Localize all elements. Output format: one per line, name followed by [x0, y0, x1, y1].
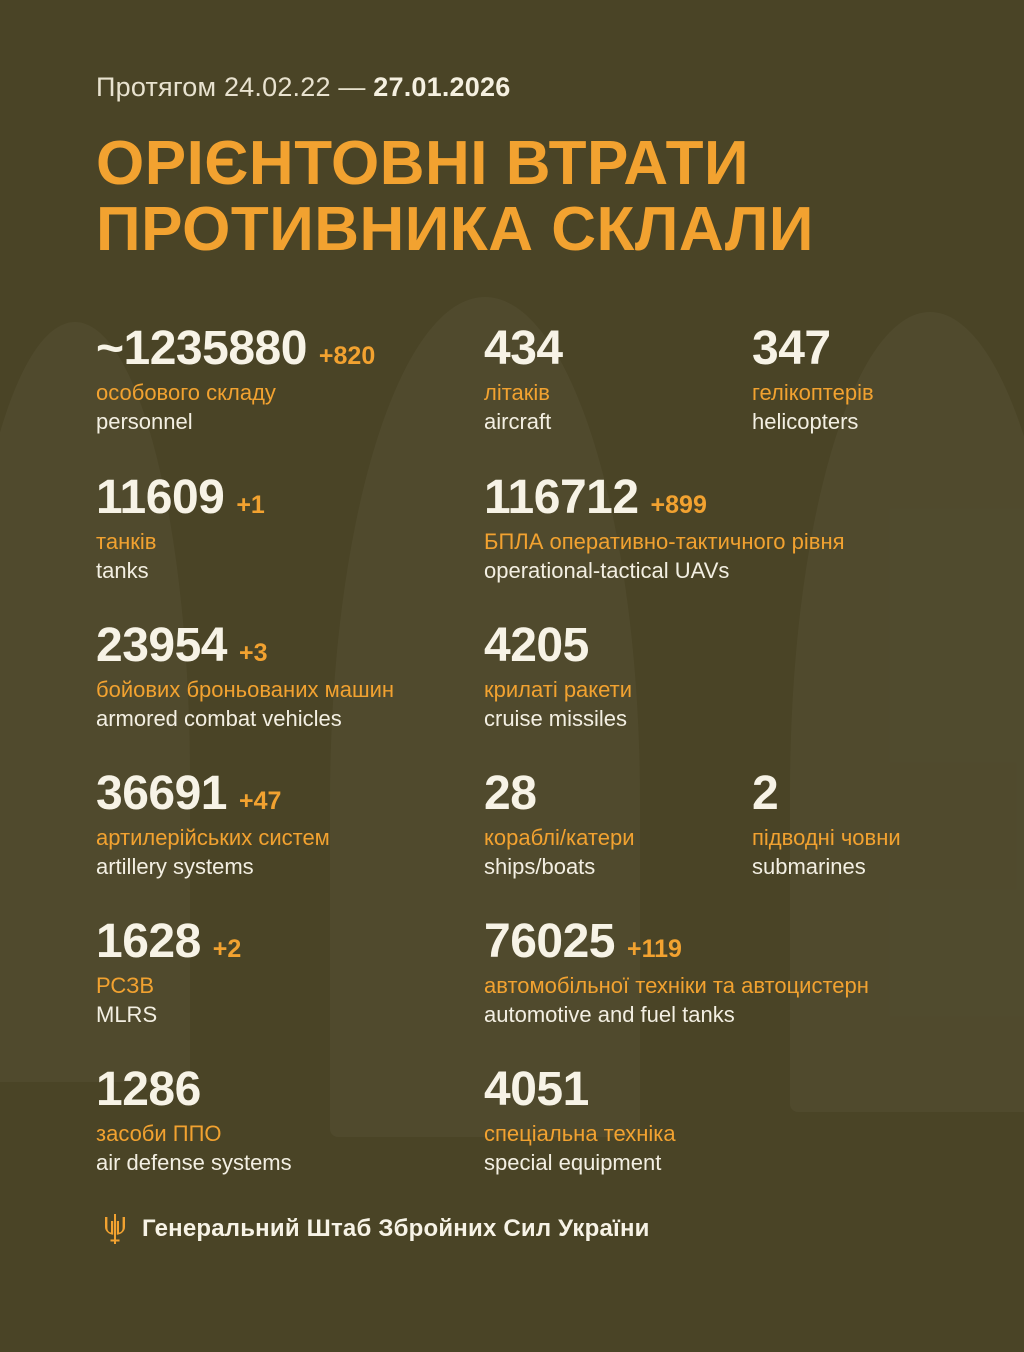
stat-value: 116712 [484, 470, 639, 524]
stat-helicopters [752, 324, 928, 436]
stat-delta: +820 [318, 342, 376, 371]
stat-armored-vehicles [96, 618, 484, 733]
period-end-date: 27.01.2026 [373, 72, 511, 102]
stat-value-line [484, 917, 928, 968]
stat-label-en: armored combat vehicles [96, 705, 342, 731]
stat-label-en: helicopters [752, 409, 859, 435]
stat-delta: +899 [650, 490, 707, 519]
stat-value-line [96, 324, 484, 375]
stat-label-ua: БПЛА оперативно-тактичного рівня [484, 528, 845, 554]
stat-label-en: special equipment [484, 1150, 662, 1176]
stat-label-en: tanks [96, 557, 149, 583]
stat-value-line [752, 769, 928, 820]
stat-aircraft [484, 324, 752, 436]
footer-text: Генеральний Штаб Збройних Сил України [142, 1214, 650, 1242]
stat-value: ~1235880 [96, 322, 307, 376]
stat-value: 1628 [96, 915, 201, 969]
stats-row [96, 917, 928, 1029]
stat-tanks [96, 470, 484, 585]
reporting-period [96, 72, 928, 103]
stat-uavs [484, 470, 928, 585]
stat-label-ua: кораблі/катери [484, 824, 635, 850]
stat-value: 1286 [96, 1063, 201, 1117]
stat-delta: +2 [212, 935, 242, 964]
stat-label-en: submarines [752, 854, 866, 880]
stat-ships [484, 769, 752, 881]
stat-value: 4205 [484, 618, 589, 672]
stat-special-equipment [484, 1065, 928, 1177]
stat-label-en: aircraft [484, 409, 552, 435]
stat-label-ua: засоби ППО [96, 1121, 222, 1147]
stat-value: 11609 [96, 470, 225, 524]
stat-label-en: cruise missiles [484, 705, 628, 731]
title-line-2: ПРОТИВНИКА СКЛАЛИ [96, 194, 814, 264]
period-prefix: Протягом 24.02.22 — [96, 72, 366, 102]
stat-value-line [484, 324, 752, 375]
stat-label-en: MLRS [96, 1002, 158, 1028]
stat-delta: +3 [238, 638, 268, 667]
infographic-page [0, 72, 1024, 1244]
stat-value: 2 [752, 767, 779, 820]
stat-label-en: operational-tactical UAVs [484, 557, 730, 583]
title-line-1: ОРІЄНТОВНІ ВТРАТИ [96, 129, 750, 198]
stat-label-en: air defense systems [96, 1150, 292, 1176]
stat-submarines [752, 769, 928, 881]
stat-mlrs [96, 917, 484, 1029]
stat-label-en: personnel [96, 409, 193, 435]
stat-label-ua: артилерійських систем [96, 824, 330, 850]
stat-label-ua: спеціальна техніка [484, 1121, 676, 1147]
losses-stats-grid [96, 324, 928, 1177]
stats-row [96, 618, 928, 733]
stat-air-defense [96, 1065, 484, 1177]
stat-label-ua: крилаті ракети [484, 676, 633, 702]
stat-value: 23954 [96, 618, 227, 672]
stat-value-line [96, 917, 484, 968]
stat-artillery [96, 769, 484, 881]
stat-value: 4051 [484, 1063, 589, 1117]
stat-value-line [484, 470, 928, 524]
stat-delta: +1 [236, 490, 265, 519]
stat-delta: +119 [626, 935, 682, 964]
stat-value: 28 [484, 767, 537, 820]
trident-icon [104, 1214, 126, 1244]
stat-label-en: artillery systems [96, 854, 254, 880]
stat-label-ua: особового складу [96, 380, 276, 406]
stat-label-ua: автомобільної техніки та автоцистерн [484, 973, 869, 999]
stat-label-en: automotive and fuel tanks [484, 1002, 735, 1028]
stat-value-line [752, 324, 928, 375]
page-title [96, 131, 928, 262]
stat-delta: +47 [238, 787, 282, 815]
stats-row [96, 324, 928, 436]
stat-label-en: ships/boats [484, 854, 596, 880]
stat-label-ua: літаків [484, 380, 550, 406]
stat-cruise-missiles [484, 618, 928, 733]
stats-row [96, 769, 928, 881]
stat-value-line [96, 618, 484, 672]
stat-value-line [484, 769, 752, 820]
stat-label-ua: бойових броньованих машин [96, 676, 395, 702]
stat-value-line [96, 470, 484, 524]
stat-value-line [96, 769, 484, 820]
stat-value-line [96, 1065, 484, 1116]
stat-value: 36691 [96, 767, 227, 820]
stat-value-line [484, 1065, 928, 1116]
stats-row [96, 470, 928, 585]
stats-row [96, 1065, 928, 1177]
stat-label-ua: гелікоптерів [752, 380, 874, 406]
stat-value: 434 [484, 322, 563, 376]
stat-value-line [484, 618, 928, 672]
footer [96, 1214, 928, 1244]
stat-personnel [96, 324, 484, 436]
stat-label-ua: підводні човни [752, 824, 901, 850]
stat-label-ua: РСЗВ [96, 973, 155, 999]
stat-label-ua: танків [96, 528, 157, 554]
stat-value: 347 [752, 322, 831, 376]
stat-value: 76025 [484, 915, 615, 969]
stat-automotive [484, 917, 928, 1029]
